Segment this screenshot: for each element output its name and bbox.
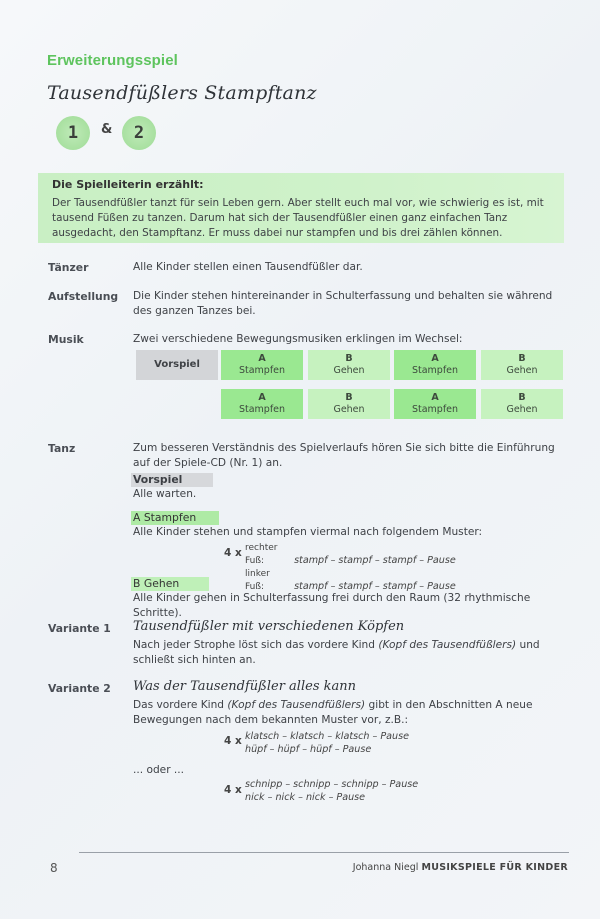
footer-credit [353, 862, 568, 873]
music-cell-letter: A [431, 353, 439, 364]
music-cell [394, 389, 476, 419]
music-cell-letter: B [345, 353, 353, 364]
pattern-line: hüpf – hüpf – hüpf – Pause [245, 744, 372, 755]
tag-vorspiel: Vorspiel [131, 473, 213, 487]
movement-pattern [245, 730, 565, 756]
text-a-stampfen: Alle Kinder stehen und stampfen viermal nach folgendem Muster: [133, 526, 483, 538]
pattern-line: schnipp – schnipp – schnipp – Pause [245, 779, 419, 790]
variant-text-italic: (Kopf des Tausendfüßlers) [227, 699, 366, 711]
label-aufstellung: Aufstellung [48, 290, 119, 303]
label-musik: Musik [48, 333, 84, 346]
variant-text-italic: (Kopf des Tausendfüßlers) [378, 639, 517, 651]
story-body: Der Tausendfüßler tanzt für sein Leben gern. Aber stellt euch mal vor, wie schwierig es ist, mit tausend Füßen zu tanzen. Darum hat sich der Tausendfüßler einen ganz einfachen Tanz ausgedacht, den Stampftanz. Er muss dabei nur stampfen und bis drei zählen können. [52, 197, 544, 239]
pattern-line: stampf – stampf – stampf – Pause [294, 581, 456, 592]
music-cell-letter: A [258, 392, 266, 403]
repeat-count: 4 x [224, 735, 242, 747]
music-cell-name: Gehen [333, 365, 365, 376]
music-cell-name: Stampfen [411, 365, 459, 376]
text-musik: Zwei verschiedene Bewegungsmusiken erklingen im Wechsel: [133, 333, 463, 345]
music-cell [221, 350, 303, 380]
variant-text: und schließt sich hinten an. [133, 639, 540, 666]
stomp-pattern [245, 542, 565, 594]
repeat-count: 4 x [224, 547, 242, 559]
pattern-line: stampf – stampf – stampf – Pause [294, 555, 456, 566]
music-cell-name: Stampfen [238, 365, 286, 376]
pattern-line: klatsch – klatsch – klatsch – Pause [245, 731, 409, 742]
repeat-count: 4 x [224, 784, 242, 796]
music-cell-name: Stampfen [411, 404, 459, 415]
tag-a-stampfen: A Stampfen [131, 511, 219, 525]
pattern-line: nick – nick – nick – Pause [245, 792, 366, 803]
variant-1-title: Tausendfüßler mit verschiedenen Köpfen [133, 619, 405, 634]
story-heading: Die Spielleiterin erzählt: [52, 178, 204, 191]
music-cell [481, 350, 563, 380]
variant-text: Nach jeder Strophe löst sich das vordere Kind [133, 639, 379, 651]
author-name: Johanna Niegl [352, 862, 419, 873]
badge-ampersand: & [101, 122, 113, 137]
text-taenzer: Alle Kinder stellen einen Tausendfüßler dar. [133, 261, 363, 273]
movement-pattern [245, 778, 565, 804]
book-title: MUSIKSPIELE FÜR KINDER [421, 862, 568, 873]
text-aufstellung: Die Kinder stehen hintereinander in Schulterfassung und behalten sie während des ganzen Tanzes bei. [133, 290, 553, 317]
variant-2-title: Was der Tausendfüßler alles kann [133, 679, 356, 694]
music-cell-letter: B [345, 392, 353, 403]
label-variante-2: Variante 2 [48, 682, 111, 695]
music-cell-name: Gehen [333, 404, 365, 415]
music-cell-letter: A [431, 392, 439, 403]
label-tanz: Tanz [48, 442, 76, 455]
music-cell [308, 350, 390, 380]
text-vorspiel: Alle warten. [133, 488, 197, 500]
tag-b-gehen: B Gehen [131, 577, 209, 591]
page-number: 8 [50, 861, 58, 875]
or-separator: ... oder ... [133, 764, 185, 776]
music-cell [481, 389, 563, 419]
music-cell-letter: B [518, 353, 526, 364]
music-cell-name: Gehen [506, 365, 538, 376]
music-cell-name: Stampfen [238, 404, 286, 415]
label-taenzer: Tänzer [48, 261, 89, 274]
variant-1-text [133, 638, 563, 668]
section-kicker: Erweiterungsspiel [47, 52, 178, 69]
music-cell [308, 389, 390, 419]
cd-track-badge-1: 1 [56, 116, 90, 150]
page-title: Tausendfüßlers Stampftanz [47, 82, 317, 104]
text-tanz: Zum besseren Verständnis des Spielverlaufs hören Sie sich bitte die Einführung auf der Spiele-CD (Nr. 1) an. [133, 442, 555, 469]
variant-2-text [133, 698, 563, 728]
music-cell-letter: A [258, 353, 266, 364]
text-b-gehen: Alle Kinder gehen in Schulterfassung frei durch den Raum (32 rhythmische Schritte). [133, 592, 531, 619]
foot-label: rechter Fuß: [245, 543, 278, 566]
music-cell-name: Gehen [506, 404, 538, 415]
cd-track-badge-2: 2 [122, 116, 156, 150]
variant-text: Das vordere Kind [133, 699, 228, 711]
music-cell-vorspiel: Vorspiel [136, 350, 218, 380]
footer-divider [79, 852, 569, 853]
foot-label: linker Fuß: [245, 569, 270, 592]
variant-text: gibt in den Abschnitten A neue Bewegungen nach dem bekannten Muster vor, z.B.: [133, 699, 533, 726]
label-variante-1: Variante 1 [48, 622, 111, 635]
music-cell-letter: B [518, 392, 526, 403]
music-cell [394, 350, 476, 380]
music-cell [221, 389, 303, 419]
